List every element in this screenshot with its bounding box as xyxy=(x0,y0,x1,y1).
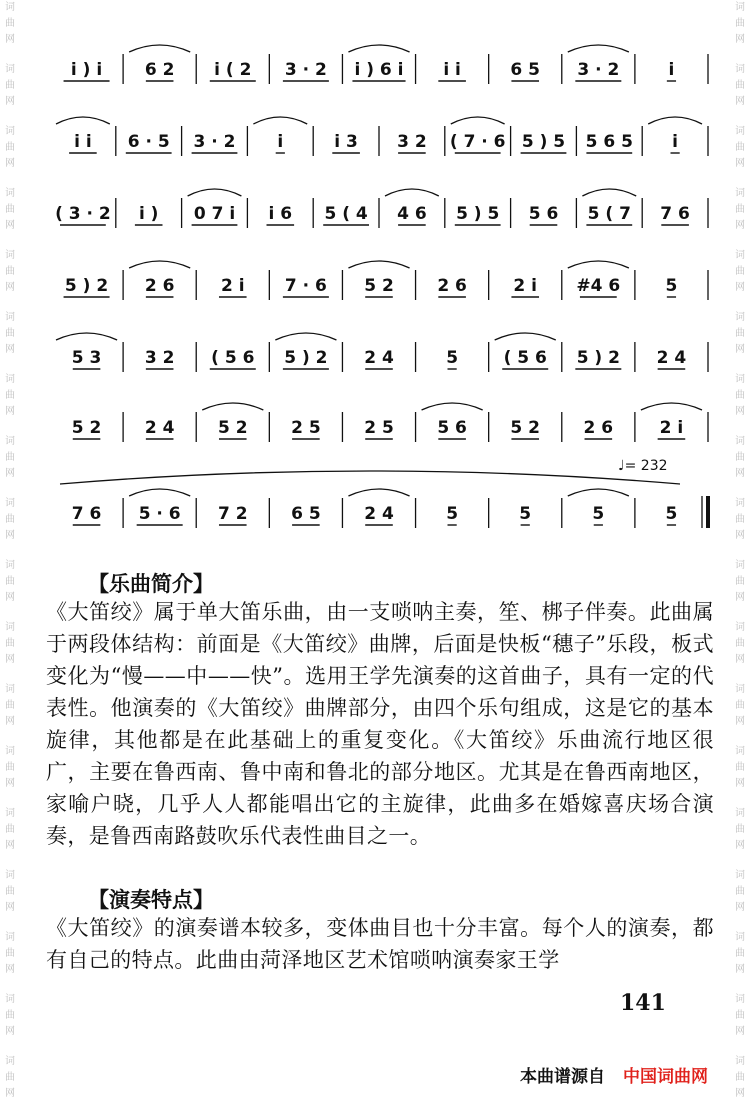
measure-notes: 2 4 xyxy=(656,348,687,368)
measure-notes: 2 i xyxy=(659,418,684,438)
page-number: 141 xyxy=(620,990,666,1016)
watermark-char: 词 xyxy=(735,312,745,323)
features-heading: 【演奏特点】 xyxy=(88,888,214,912)
measure-notes: 2 6 xyxy=(437,276,467,296)
measure-notes: i i xyxy=(74,132,92,152)
measure-notes: 5 2 xyxy=(510,418,541,438)
watermark-group xyxy=(5,186,15,234)
slur xyxy=(275,333,336,340)
watermark-char: 网 xyxy=(5,96,15,107)
measure-notes: 2 i xyxy=(220,276,245,296)
measure-notes: 5 xyxy=(446,504,459,524)
watermark-char: 网 xyxy=(5,778,15,789)
watermark-char: 词 xyxy=(5,64,15,75)
watermark-char: 曲 xyxy=(735,1010,745,1021)
measure-notes: 5 6 xyxy=(528,204,559,224)
watermark-group xyxy=(5,992,15,1040)
measure-notes: 5 6 xyxy=(437,418,467,438)
watermark-char: 网 xyxy=(735,158,745,169)
watermark-char: 曲 xyxy=(735,204,745,215)
watermark-group xyxy=(735,744,745,792)
slur xyxy=(495,333,556,340)
measure-notes: 3 · 2 xyxy=(284,60,327,80)
measure-notes: 2 5 xyxy=(291,418,321,438)
slur xyxy=(385,189,439,196)
slur xyxy=(56,117,110,124)
measure-notes: 4 6 xyxy=(397,204,427,224)
watermark-char: 网 xyxy=(5,468,15,479)
watermark-char: 网 xyxy=(5,530,15,541)
watermark-char: 曲 xyxy=(735,948,745,959)
watermark-char: 网 xyxy=(5,282,15,293)
watermark-char: 词 xyxy=(5,374,15,385)
watermark-char: 网 xyxy=(735,468,745,479)
measure-notes: 5 xyxy=(665,504,678,524)
watermark-char: 网 xyxy=(735,344,745,355)
watermark-char: 网 xyxy=(735,592,745,603)
watermark-char: 网 xyxy=(735,530,745,541)
watermark-char: 网 xyxy=(735,778,745,789)
features-paragraph: 《大笛绞》的演奏谱本较多，变体曲目也十分丰富。每个人的演奏，都有自己的特点。此曲由菏泽地区艺术馆唢呐演奏家王学 xyxy=(46,916,714,972)
slur xyxy=(348,489,409,496)
watermark-char: 网 xyxy=(735,406,745,417)
measure-notes: 5 2 xyxy=(217,418,248,438)
watermark-char: 网 xyxy=(5,34,15,45)
watermark-group xyxy=(5,310,15,358)
watermark-char: 曲 xyxy=(735,266,745,277)
slur xyxy=(56,333,117,340)
watermark-char: 曲 xyxy=(5,948,15,959)
measure-notes: 5 ) 5 xyxy=(521,132,566,152)
watermark-char: 词 xyxy=(735,498,745,509)
watermark-char: 网 xyxy=(5,1026,15,1037)
tempo-marking: ♩= 232 xyxy=(618,458,668,474)
watermark-char: 词 xyxy=(735,436,745,447)
measure-notes: i ) xyxy=(138,204,159,224)
watermark-char: 词 xyxy=(5,622,15,633)
slur xyxy=(641,403,702,410)
measure-notes: 7 2 xyxy=(217,504,248,524)
measure-notes: 5 ) 5 xyxy=(456,204,500,224)
watermark-group xyxy=(5,620,15,668)
watermark-group xyxy=(735,992,745,1040)
watermark-char: 曲 xyxy=(5,452,15,463)
measure-notes: 5 xyxy=(446,348,459,368)
slur xyxy=(451,117,505,124)
watermark-char: 曲 xyxy=(735,390,745,401)
slur xyxy=(188,189,242,196)
measure-notes: i i xyxy=(443,60,461,80)
watermark-char: 词 xyxy=(5,498,15,509)
measure-notes: 5 6 5 xyxy=(585,132,633,152)
watermark-group xyxy=(735,868,745,916)
watermark-char: 曲 xyxy=(5,80,15,91)
measure-notes: 5 xyxy=(519,504,532,524)
watermark-group xyxy=(735,62,745,110)
watermark-char: 网 xyxy=(735,1026,745,1037)
watermark-group xyxy=(5,930,15,978)
watermark-group xyxy=(735,1054,745,1102)
measure-notes: 2 6 xyxy=(583,418,614,438)
watermark-char: 曲 xyxy=(735,18,745,29)
measure-notes: 5 ) 2 xyxy=(64,276,109,296)
source-site: 中国词曲网 xyxy=(623,1067,708,1087)
watermark-char: 词 xyxy=(735,870,745,881)
intro-heading: 【乐曲简介】 xyxy=(88,572,214,596)
watermark-char: 词 xyxy=(735,684,745,695)
slur xyxy=(348,45,409,52)
watermark-char: 曲 xyxy=(5,142,15,153)
watermark-char: 网 xyxy=(5,592,15,603)
watermark-char: 词 xyxy=(735,994,745,1005)
watermark-char: 曲 xyxy=(735,886,745,897)
watermark-char: 曲 xyxy=(5,576,15,587)
measure-notes: 2 6 xyxy=(144,276,175,296)
right-watermark xyxy=(732,0,748,1106)
watermark-char: 网 xyxy=(5,1088,15,1099)
watermark-group xyxy=(735,620,745,668)
measure-notes: 2 4 xyxy=(364,504,394,524)
watermark-char: 词 xyxy=(5,188,15,199)
measure-notes: 7 6 xyxy=(71,504,102,524)
watermark-char: 词 xyxy=(5,436,15,447)
watermark-char: 网 xyxy=(735,964,745,975)
watermark-char: 词 xyxy=(5,870,15,881)
slur xyxy=(582,189,636,196)
slur xyxy=(253,117,307,124)
watermark-char: 词 xyxy=(5,126,15,137)
watermark-char: 曲 xyxy=(735,1072,745,1083)
watermark-char: 曲 xyxy=(735,700,745,711)
measure-notes: i 3 xyxy=(334,132,358,152)
watermark-char: 网 xyxy=(735,220,745,231)
watermark-char: 词 xyxy=(5,808,15,819)
watermark-group xyxy=(5,496,15,544)
watermark-char: 网 xyxy=(735,96,745,107)
watermark-char: 词 xyxy=(735,126,745,137)
measure-notes: 5 xyxy=(592,504,605,524)
measure-notes: 3 · 2 xyxy=(193,132,236,152)
measure-notes: 2 i xyxy=(513,276,538,296)
watermark-group xyxy=(5,744,15,792)
measure-notes: 0 7 i xyxy=(193,204,236,224)
measure-notes: i ) i xyxy=(70,60,103,80)
watermark-group xyxy=(5,124,15,172)
watermark-char: 曲 xyxy=(5,18,15,29)
measure-notes: 6 5 xyxy=(510,60,541,80)
watermark-group xyxy=(735,558,745,606)
measure-notes: 7 6 xyxy=(660,204,690,224)
measure-notes: i xyxy=(277,132,284,152)
measure-notes: 3 2 xyxy=(144,348,175,368)
watermark-char: 曲 xyxy=(5,328,15,339)
watermark-char: 曲 xyxy=(735,142,745,153)
measure-notes: 6 5 xyxy=(291,504,321,524)
watermark-group xyxy=(735,930,745,978)
watermark-char: 曲 xyxy=(735,514,745,525)
watermark-group xyxy=(735,434,745,482)
slur xyxy=(129,45,190,52)
watermark-char: 词 xyxy=(735,374,745,385)
measure-notes: 6 2 xyxy=(144,60,175,80)
watermark-char: 词 xyxy=(5,312,15,323)
measure-notes: 3 2 xyxy=(397,132,427,152)
watermark-char: 网 xyxy=(5,158,15,169)
measure-notes: i 6 xyxy=(268,204,293,224)
measure-notes: 2 4 xyxy=(144,418,175,438)
watermark-char: 词 xyxy=(5,1056,15,1067)
watermark-group xyxy=(5,372,15,420)
watermark-char: 词 xyxy=(735,746,745,757)
watermark-char: 网 xyxy=(735,1088,745,1099)
watermark-char: 词 xyxy=(735,64,745,75)
slur xyxy=(422,403,483,410)
watermark-group xyxy=(735,248,745,296)
measure-notes: 5 2 xyxy=(364,276,394,296)
measure-notes: ( 5 6 xyxy=(503,348,547,368)
watermark-group xyxy=(735,682,745,730)
watermark-group xyxy=(5,868,15,916)
watermark-char: 曲 xyxy=(5,824,15,835)
watermark-char: 网 xyxy=(735,654,745,665)
watermark-char: 网 xyxy=(5,406,15,417)
measure-notes: i ) 6 i xyxy=(354,60,404,80)
watermark-char: 网 xyxy=(735,902,745,913)
watermark-group xyxy=(735,124,745,172)
slur xyxy=(568,45,629,52)
measure-notes: 5 ) 2 xyxy=(576,348,620,368)
watermark-char: 网 xyxy=(5,902,15,913)
slur xyxy=(648,117,702,124)
slur xyxy=(348,261,409,268)
watermark-char: 网 xyxy=(5,344,15,355)
watermark-char: 曲 xyxy=(5,886,15,897)
measure-notes: i xyxy=(672,132,679,152)
watermark-group xyxy=(735,310,745,358)
watermark-char: 词 xyxy=(5,746,15,757)
watermark-char: 网 xyxy=(5,716,15,727)
watermark-char: 词 xyxy=(5,250,15,261)
jianpu-score xyxy=(40,38,720,558)
watermark-char: 曲 xyxy=(5,266,15,277)
measure-notes: 7 · 6 xyxy=(284,276,327,296)
watermark-char: 曲 xyxy=(5,1010,15,1021)
watermark-char: 词 xyxy=(5,932,15,943)
watermark-char: 网 xyxy=(735,840,745,851)
watermark-char: 曲 xyxy=(5,204,15,215)
watermark-char: 词 xyxy=(735,622,745,633)
measure-notes: 5 3 xyxy=(71,348,102,368)
watermark-char: 词 xyxy=(735,250,745,261)
measure-notes: 2 5 xyxy=(364,418,394,438)
measure-notes: i ( 2 xyxy=(214,60,252,80)
slur xyxy=(129,489,190,496)
intro-paragraph: 《大笛绞》属于单大笛乐曲，由一支唢呐主奏，笙、梆子伴奏。此曲属于两段体结构：前面是《大笛绞》曲牌，后面是快板“穗子”乐段，板式变化为“慢——中——快”。选用王学先演奏的这首曲子，具有一定的代表性。他演奏的《大笛绞》曲牌部分，由四个乐句组成，这是它的基本旋律，其他都是在此基础上的重复变化。《大笛绞》乐曲流行地区很广，主要在鲁西南、鲁中南和鲁北的部分地区。尤其是在鲁西南地区，家喻户晓，几乎人人都能唱出它的主旋律，此曲多在婚嫁喜庆场合演奏，是鲁西南路鼓吹乐代表性曲目之一。 xyxy=(46,600,714,848)
measure-notes: ( 7 · 6 xyxy=(449,132,506,152)
long-slur xyxy=(60,471,680,484)
measure-notes: 5 xyxy=(665,276,678,296)
watermark-char: 曲 xyxy=(5,638,15,649)
watermark-char: 曲 xyxy=(735,824,745,835)
slur xyxy=(568,489,629,496)
watermark-char: 曲 xyxy=(5,700,15,711)
left-watermark xyxy=(2,0,18,1106)
watermark-char: 网 xyxy=(5,840,15,851)
watermark-char: 曲 xyxy=(735,80,745,91)
measure-notes: 3 · 2 xyxy=(577,60,620,80)
watermark-group xyxy=(735,806,745,854)
watermark-char: 词 xyxy=(735,560,745,571)
watermark-char: 曲 xyxy=(5,514,15,525)
measure-notes: 5 ( 4 xyxy=(324,204,368,224)
watermark-char: 词 xyxy=(735,808,745,819)
watermark-char: 曲 xyxy=(735,328,745,339)
slur xyxy=(202,403,263,410)
measure-notes: 2 4 xyxy=(364,348,394,368)
measure-notes: #4 6 xyxy=(576,276,621,296)
watermark-char: 曲 xyxy=(735,576,745,587)
watermark-char: 网 xyxy=(735,716,745,727)
measure-notes: ( 5 6 xyxy=(211,348,255,368)
watermark-char: 词 xyxy=(5,560,15,571)
watermark-group xyxy=(5,1054,15,1102)
watermark-char: 词 xyxy=(5,684,15,695)
watermark-char: 词 xyxy=(735,188,745,199)
watermark-char: 词 xyxy=(5,994,15,1005)
watermark-group xyxy=(735,496,745,544)
measure-notes: 5 ( 7 xyxy=(587,204,631,224)
measure-notes: i xyxy=(668,60,675,80)
source-credit xyxy=(520,1062,708,1087)
measure-notes: 6 · 5 xyxy=(127,132,170,152)
watermark-char: 曲 xyxy=(5,390,15,401)
watermark-char: 曲 xyxy=(735,762,745,773)
watermark-char: 网 xyxy=(5,654,15,665)
watermark-char: 曲 xyxy=(735,452,745,463)
watermark-char: 词 xyxy=(735,932,745,943)
watermark-group xyxy=(5,806,15,854)
watermark-char: 词 xyxy=(5,2,15,13)
measure-notes: 5 · 6 xyxy=(138,504,181,524)
watermark-char: 词 xyxy=(735,2,745,13)
slur xyxy=(568,261,629,268)
watermark-char: 曲 xyxy=(5,1072,15,1083)
watermark-group xyxy=(5,62,15,110)
watermark-group xyxy=(735,0,745,48)
watermark-group xyxy=(5,434,15,482)
watermark-group xyxy=(735,186,745,234)
measure-notes: 5 2 xyxy=(71,418,102,438)
source-label: 本曲谱源自 xyxy=(520,1067,605,1087)
watermark-group xyxy=(5,558,15,606)
watermark-char: 网 xyxy=(5,220,15,231)
watermark-group xyxy=(5,248,15,296)
watermark-char: 网 xyxy=(735,282,745,293)
watermark-group xyxy=(5,682,15,730)
watermark-char: 曲 xyxy=(735,638,745,649)
measure-notes: 5 ) 2 xyxy=(284,348,328,368)
slur xyxy=(129,261,190,268)
watermark-group xyxy=(5,0,15,48)
watermark-char: 网 xyxy=(735,34,745,45)
watermark-char: 曲 xyxy=(5,762,15,773)
watermark-char: 词 xyxy=(735,1056,745,1067)
watermark-group xyxy=(735,372,745,420)
measure-notes: ( 3 · 2 xyxy=(55,204,111,224)
watermark-char: 网 xyxy=(5,964,15,975)
